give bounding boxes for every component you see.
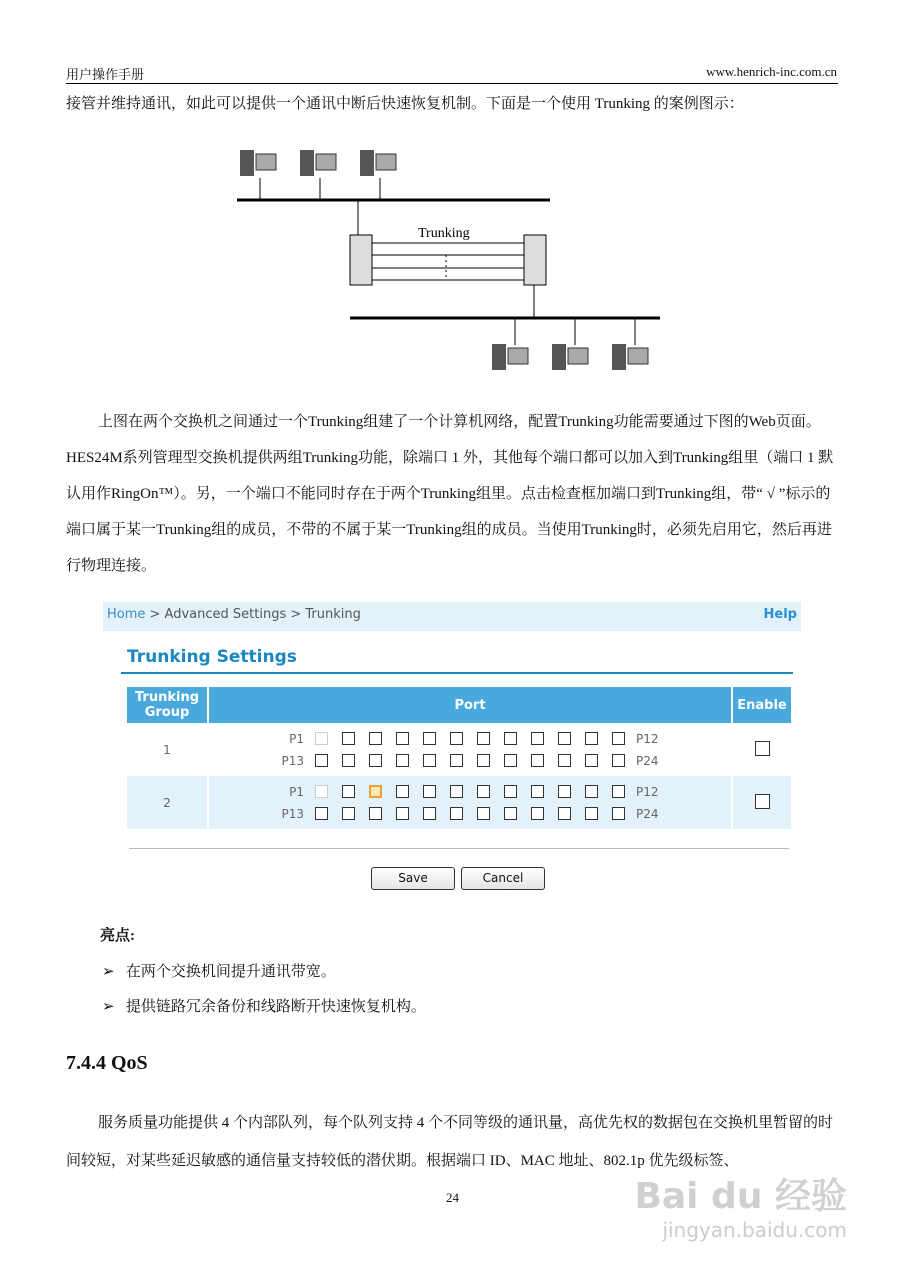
trunking-settings-panel	[103, 602, 801, 896]
breadcrumb-home-link[interactable]: Home	[107, 607, 146, 622]
title-underline	[121, 672, 793, 674]
port-18-checkbox[interactable]	[450, 754, 463, 767]
port-10-checkbox[interactable]	[558, 785, 571, 798]
port-23-checkbox[interactable]	[585, 807, 598, 820]
port-11-checkbox[interactable]	[585, 732, 598, 745]
cancel-button[interactable]: Cancel	[461, 867, 545, 890]
enable-checkbox[interactable]	[755, 741, 770, 756]
enable-cell	[733, 723, 791, 776]
port-12-checkbox[interactable]	[612, 785, 625, 798]
port-1-checkbox	[315, 785, 328, 798]
port-range-end: P12	[636, 784, 659, 799]
header-divider	[66, 83, 838, 84]
port-8-checkbox[interactable]	[504, 785, 517, 798]
port-10-checkbox[interactable]	[558, 732, 571, 745]
port-range-start: P13	[281, 753, 304, 768]
table-row	[127, 776, 791, 829]
port-range-end: P12	[636, 731, 659, 746]
enable-checkbox[interactable]	[755, 794, 770, 809]
group-id: 1	[163, 742, 171, 757]
arrow-bullet-icon: ➢	[102, 999, 115, 1015]
port-21-checkbox[interactable]	[531, 754, 544, 767]
port-17-checkbox[interactable]	[423, 754, 436, 767]
port-22-checkbox[interactable]	[558, 807, 571, 820]
port-20-checkbox[interactable]	[504, 754, 517, 767]
trunking-diagram	[230, 140, 670, 380]
help-link[interactable]: Help	[763, 607, 797, 622]
port-18-checkbox[interactable]	[450, 807, 463, 820]
port-6-checkbox[interactable]	[450, 785, 463, 798]
port-4-checkbox[interactable]	[396, 732, 409, 745]
port-19-checkbox[interactable]	[477, 807, 490, 820]
list-item-text: 提供链路冗余备份和线路断开快速恢复机构。	[125, 999, 426, 1015]
port-8-checkbox[interactable]	[504, 732, 517, 745]
port-5-checkbox[interactable]	[423, 732, 436, 745]
column-header-port: Port	[209, 687, 731, 723]
page-title: Trunking Settings	[127, 647, 297, 667]
port-9-checkbox[interactable]	[531, 732, 544, 745]
port-16-checkbox[interactable]	[396, 807, 409, 820]
port-3-checkbox[interactable]	[369, 785, 382, 798]
header-url: www.henrich-inc.com.cn	[706, 64, 837, 79]
port-range-start: P1	[289, 731, 304, 746]
port-24-checkbox[interactable]	[612, 807, 625, 820]
port-14-checkbox[interactable]	[342, 807, 355, 820]
port-cell	[209, 776, 731, 829]
port-20-checkbox[interactable]	[504, 807, 517, 820]
port-13-checkbox[interactable]	[315, 754, 328, 767]
save-button[interactable]: Save	[371, 867, 455, 890]
group-id: 2	[127, 776, 207, 829]
port-12-checkbox[interactable]	[612, 732, 625, 745]
breadcrumb-path: > Advanced Settings > Trunking	[145, 607, 361, 622]
port-11-checkbox[interactable]	[585, 785, 598, 798]
port-19-checkbox[interactable]	[477, 754, 490, 767]
port-7-checkbox[interactable]	[477, 732, 490, 745]
arrow-bullet-icon: ➢	[102, 964, 115, 980]
table-row	[127, 723, 791, 776]
section-heading: 7.4.4 QoS	[66, 1052, 148, 1074]
port-16-checkbox[interactable]	[396, 754, 409, 767]
watermark-url: jingyan.baidu.com	[662, 1218, 847, 1242]
port-7-checkbox[interactable]	[477, 785, 490, 798]
port-range-end: P24	[636, 806, 659, 821]
port-range-start: P13	[281, 806, 304, 821]
port-24-checkbox[interactable]	[612, 754, 625, 767]
section-paragraph: 服务质量功能提供 4 个内部队列，每个队列支持 4 个不同等级的通讯量，高优先权的数据包在交换机里暂留的时间较短，对某些延迟敏感的通信量支持较低的潜伏期。根据端口 ID、MAC 地址、802.1p 优先级标签、	[66, 1115, 834, 1169]
port-6-checkbox[interactable]	[450, 732, 463, 745]
body-paragraph: 上图在两个交换机之间通过一个Trunking组建了一个计算机网络，配置Trunking功能需要通过下图的Web页面。HES24M系列管理型交换机提供两组Trunking功能，除端口 1 外，其他每个端口都可以加入到Trunking组里（端口 1 默认用作RingOn™）。另，一个端口不能同时存在于两个Trunking组里。点击检查框加端口到Trunking组，带“ √ ”标示的端口属于某一Trunking组的成员，不带的不属于某一Trunking组的成员。当使用Trunking时，必须先启用它，然后再进行物理连接。	[66, 414, 834, 574]
port-range-start: P1	[289, 784, 304, 799]
port-15-checkbox[interactable]	[369, 807, 382, 820]
column-header-group: Trunking Group	[127, 687, 207, 723]
intro-text: 接管并维持通讯，如此可以提供一个通讯中断后快速恢复机制。下面是一个使用 Trunking 的案例图示：	[66, 96, 744, 112]
list-item	[102, 960, 336, 981]
port-22-checkbox[interactable]	[558, 754, 571, 767]
header-title: 用户操作手册	[66, 67, 145, 82]
diagram-label: Trunking	[418, 226, 470, 241]
port-9-checkbox[interactable]	[531, 785, 544, 798]
port-2-checkbox[interactable]	[342, 732, 355, 745]
port-range-end: P24	[636, 753, 659, 768]
highlights-title: 亮点:	[100, 928, 135, 944]
port-3-checkbox[interactable]	[369, 732, 382, 745]
port-2-checkbox[interactable]	[342, 785, 355, 798]
port-14-checkbox[interactable]	[342, 754, 355, 767]
list-item	[102, 995, 426, 1016]
port-21-checkbox[interactable]	[531, 807, 544, 820]
watermark-logo: Bai du 经验	[634, 1176, 847, 1217]
list-item-text: 在两个交换机间提升通讯带宽。	[125, 964, 336, 980]
port-4-checkbox[interactable]	[396, 785, 409, 798]
port-17-checkbox[interactable]	[423, 807, 436, 820]
port-15-checkbox[interactable]	[369, 754, 382, 767]
port-5-checkbox[interactable]	[423, 785, 436, 798]
port-1-checkbox	[315, 732, 328, 745]
port-13-checkbox[interactable]	[315, 807, 328, 820]
column-header-enable: Enable	[733, 687, 791, 723]
port-cell	[209, 723, 731, 776]
divider	[129, 848, 789, 849]
trunking-table	[125, 687, 793, 829]
port-23-checkbox[interactable]	[585, 754, 598, 767]
breadcrumb	[103, 602, 801, 631]
page-number: 24	[446, 1190, 459, 1205]
enable-cell	[733, 776, 791, 829]
